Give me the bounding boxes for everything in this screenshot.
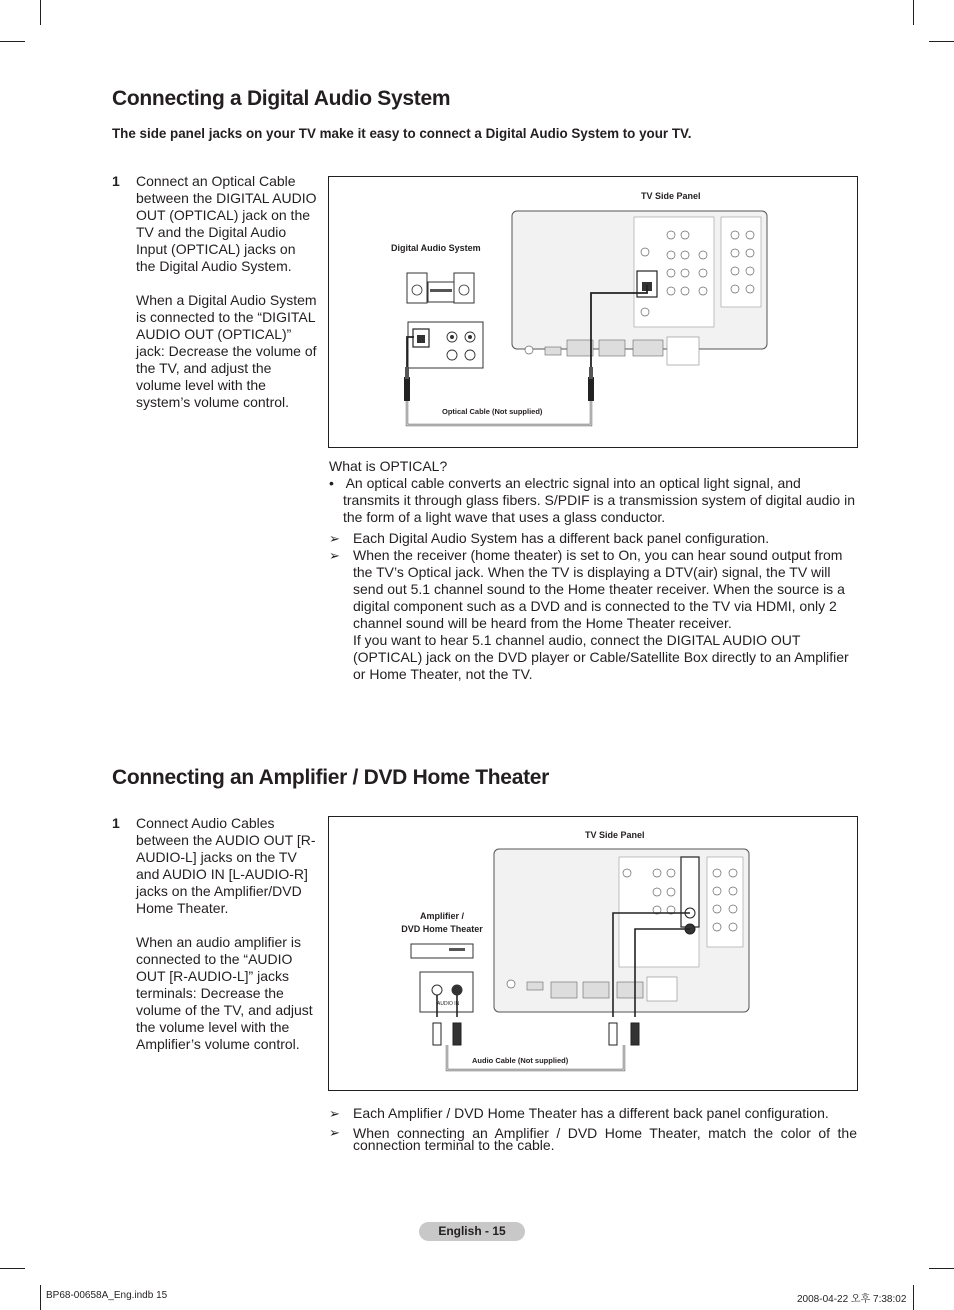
note-text: When the receiver (home theater) is set to On, you can hear sound output from the TV’s Optical jack. When the TV is displaying a DTV(air) signal, the TV will send out 5.1 channel sound to the Home theater receiver. When the source is a digital component such as a DVD and is connected to the TV via HDMI, only 2 channel sound will be heard from the Home Theater receiver. [353,547,845,631]
optical-diagram-illustration [329,177,857,447]
note-text: Each Amplifier / DVD Home Theater has a different back panel configuration. [353,1105,829,1121]
footer-timestamp: 2008-04-22 오후 7:38:02 [797,1294,907,1305]
amplifier-notes [329,1105,857,1151]
note-item [329,1105,857,1122]
optical-connection-diagram [328,176,858,448]
optical-explanation-text: An optical cable converts an electric signal into an optical light signal, and transmits it through glass fibers. S/PDIF is a transmission system of digital audio in the form of a light wave that uses a glass conductor. [343,475,855,525]
crop-mark [40,0,41,25]
step-number: 1 [112,173,120,189]
optical-notes [329,458,857,683]
crop-mark [913,0,914,25]
step-instructions [136,173,318,411]
step-paragraph: Connect an Optical Cable between the DIGITAL AUDIO OUT (OPTICAL) jack on the TV and the Digital Audio Input (OPTICAL) jacks on the Digital Audio System. [136,173,317,274]
tv-side-panel-label: TV Side Panel [585,830,645,840]
step-instructions [136,815,318,1053]
arrow-icon: ➢ [329,548,340,563]
amplifier-diagram-illustration [329,817,857,1090]
section-subtitle: The side panel jacks on your TV make it easy to connect a Digital Audio System to your TV. [112,126,692,141]
note-text: Each Digital Audio System has a different back panel configuration. [353,530,770,546]
cable-label: Audio Cable (Not supplied) [472,1056,569,1065]
crop-mark [929,1268,954,1269]
device-label-line: DVD Home Theater [401,924,483,934]
bullet-mark: • [329,475,334,491]
device-label [389,910,495,936]
section-title: Connecting an Amplifier / DVD Home Theater [112,766,550,789]
device-label: Digital Audio System [391,243,481,253]
amplifier-connection-diagram [328,816,858,1091]
arrow-icon: ➢ [329,531,340,546]
note-text: When connecting an Amplifier / DVD Home Theater, match the color of the connection terminal to the cable. [353,1125,857,1153]
audio-system-speaker [407,273,427,303]
crop-mark [0,1268,25,1269]
audio-system-speaker [454,273,474,303]
note-item-continued [329,632,857,683]
tv-side-panel-label: TV Side Panel [641,191,701,201]
step-paragraph: When a Digital Audio System is connected to the “DIGITAL AUDIO OUT (OPTICAL)” jack: Decrease the volume of the TV, and adjust the volume level with the system’s volume control. [136,292,317,410]
note-item [329,547,857,632]
crop-mark [913,1285,914,1310]
step-number: 1 [112,815,120,831]
arrow-icon: ➢ [329,1106,340,1121]
section-title: Connecting a Digital Audio System [112,87,451,110]
page-number-badge: English - 15 [419,1222,525,1241]
step-paragraph: When an audio amplifier is connected to the “AUDIO OUT [R-AUDIO-L]” jacks terminals: Decrease the volume of the TV, and adjust the volume level with the Amplifier’s volume control. [136,934,313,1052]
cable-label: Optical Cable (Not supplied) [442,407,543,416]
what-is-optical-heading: What is OPTICAL? [329,458,448,474]
arrow-icon: ➢ [329,1125,340,1140]
crop-mark [0,41,25,42]
optical-explanation [329,475,857,526]
jack-label: AUDIO IN [437,1001,460,1007]
crop-mark [40,1285,41,1310]
note-item [329,1127,857,1151]
note-text: If you want to hear 5.1 channel audio, connect the DIGITAL AUDIO OUT (OPTICAL) jack on the DVD player or Cable/Satellite Box directly to an Amplifier or Home Theater, not the TV. [353,632,849,682]
note-item [329,530,857,547]
crop-mark [929,41,954,42]
footer-file-info: BP68-00658A_Eng.indb 15 [46,1290,168,1301]
device-label-line: Amplifier / [419,911,464,921]
step-paragraph: Connect Audio Cables between the AUDIO OUT [R-AUDIO-L] jacks on the TV and AUDIO IN [L-AUDIO-R] jacks on the Amplifier/DVD Home Theater. [136,815,316,916]
